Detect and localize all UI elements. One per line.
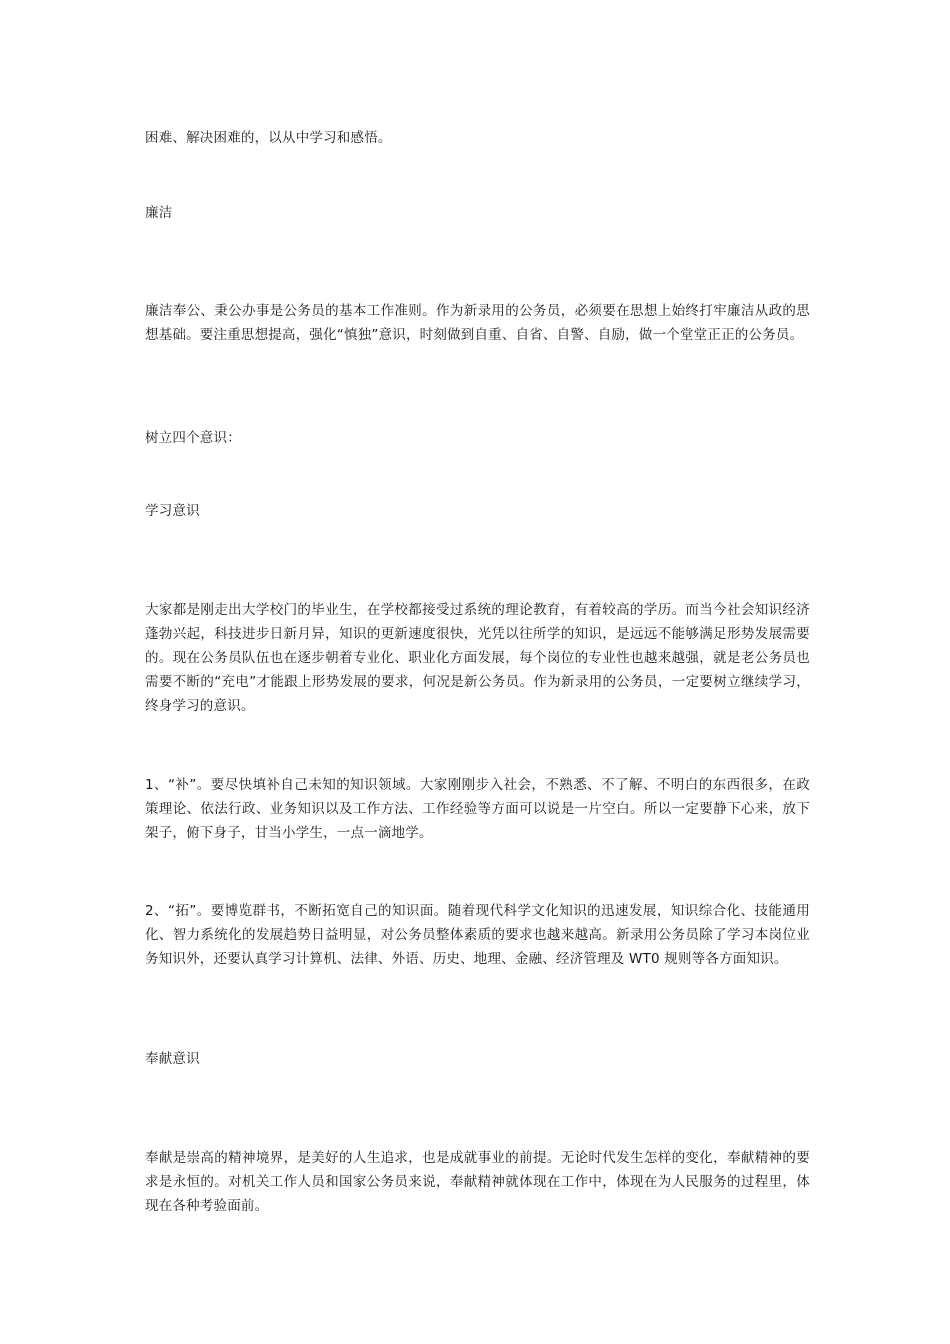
paragraph-dedication: 奉献是崇高的精神境界，是美好的人生追求，也是成就事业的前提。无论时代发生怎样的变化，奉献精神的要求是永恒的。对机关工作人员和国家公务员来说，奉献精神就体现在工作中，体现在为人民服务的过程里，体现在各种考验面前。 (145, 1150, 810, 1214)
paragraph-continuation: 困难、解决困难的，以从中学习和感悟。 (145, 130, 392, 146)
heading-lianjie: 廉洁 (145, 205, 173, 221)
heading-learning-awareness: 学习意识 (145, 503, 200, 519)
paragraph-learning: 大家都是刚走出大学校门的毕业生，在学校都接受过系统的理论教育，有着较高的学历。而当今社会知识经济蓬勃兴起，科技进步日新月异，知识的更新速度很快，光凭以往所学的知识，是远远不能够满足形势发展需要的。现在公务员队伍也在逐步朝着专业化、职业化方面发展，每个岗位的专业性也越来越强，就是老公务员也需要不断的“充电”才能跟上形势发展的要求，何况是新公务员。作为新录用的公务员，一定要树立继续学习，终身学习的意识。 (145, 602, 810, 714)
paragraph-lianjie: 廉洁奉公、秉公办事是公务员的基本工作准则。作为新录用的公务员，必须要在思想上始终打牢廉洁从政的思想基础。要注重思想提高，强化“慎独”意识，时刻做到自重、自省、自警、自励，做一个堂堂正正的公务员。 (145, 303, 810, 343)
heading-four-awareness: 树立四个意识： (145, 430, 241, 446)
heading-dedication-awareness: 奉献意识 (145, 1051, 200, 1067)
paragraph-point-2: 2、“拓”。要博览群书，不断拓宽自己的知识面。随着现代科学文化知识的迅速发展，知识综合化、技能通用化、智力系统化的发展趋势日益明显，对公务员整体素质的要求也越来越高。新录用公务员除了学习本岗位业务知识外，还要认真学习计算机、法律、外语、历史、地理、金融、经济管理及 WT0 规则等各方面知识。 (145, 903, 810, 967)
paragraph-point-1: 1、“补”。要尽快填补自己未知的知识领域。大家刚刚步入社会，不熟悉、不了解、不明白的东西很多，在政策理论、依法行政、业务知识以及工作方法、工作经验等方面可以说是一片空白。所以一定要静下心来，放下架子，俯下身子，甘当小学生，一点一滴地学。 (145, 777, 810, 841)
